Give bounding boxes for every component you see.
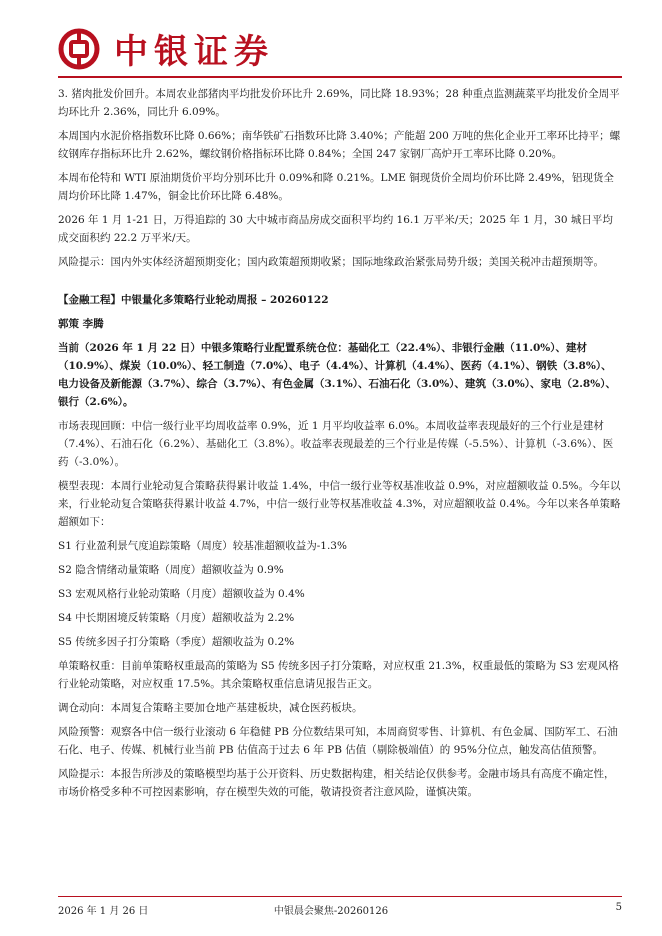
paragraph-pork: 3. 猪肉批发价回升。本周农业部猪肉平均批发价环比升 2.69%，同比降 18.93%；28 种重点监测蔬菜平均批发价全周平均环比升 2.36%，同比升 6.09%。 — [58, 88, 620, 118]
risk-disclaimer: 风险提示：本报告所涉及的策略模型均基于公开资料、历史数据构建，相关结论仅供参考。金融市场具有高度不确定性，市场价格受多种不可控因素影响，存在模型失效的可能，敬请投资者注意风险，谨慎决策。 — [58, 768, 615, 798]
market-review: 市场表现回顾：中信一级行业平均周收益率 0.9%，近 1 月平均收益率 6.0%。本周收益率表现最好的三个行业是建材（7.4%）、石油石化（6.2%）、基础化工（3.8%）。收益率表现最差的三个行业是传媒（-5.5%）、计算机（-3.6%）、医药（-3.0%）。 — [58, 420, 614, 468]
page-number: 5 — [615, 902, 622, 913]
footer-divider — [58, 896, 622, 897]
position-summary: 当前（2026 年 1 月 22 日）中银多策略行业配置系统仓位：基础化工（22.4%）、非银行金融（11.0%）、建材（10.9%）、煤炭（10.0%）、轻工制造（7.0%）、电子（4.4%）、计算机（4.4%）、医药（4.1%）、钢铁（3.8%）、电力设备及新能源（3.7%）、综合（3.7%）、有色金属（3.1%）、石油石化（3.0%）、建筑（3.0%）、家电（2.8%）、银行（2.6%）。 — [58, 342, 616, 408]
strategy-item: S2 隐含情绪动量策略（周度）超额收益为 0.9% — [58, 564, 284, 576]
section-title: 【金融工程】中银量化多策略行业轮动周报 – 20260122 — [58, 294, 329, 306]
strategy-item: S4 中长期困境反转策略（月度）超额收益为 2.2% — [58, 612, 295, 624]
paragraph-oil-metals: 本周布伦特和 WTI 原油期货价平均分别环比升 0.09%和降 0.21%。LME 铜现货价全周均价环比降 2.49%，铝现货全周均价环比降 1.47%，铜金比价环比降 6.48%。 — [58, 172, 614, 202]
strategy-item: S1 行业盈利景气度追踪策略（周度）较基准超额收益为-1.3% — [58, 540, 347, 552]
brand-logo-text: 中银证券 — [114, 32, 274, 72]
model-performance: 模型表现：本周行业轮动复合策略获得累计收益 1.4%，中信一级行业等权基准收益 0.9%，对应超额收益 0.5%。今年以来，行业轮动复合策略获得累计收益 4.7%，中信一级行业等权基准收益 4.3%，对应超额收益 0.4%。今年以来各单策略超额如下： — [58, 480, 621, 528]
footer-date: 2026 年 1 月 26 日 — [58, 906, 149, 917]
strategy-weights: 单策略权重：目前单策略权重最高的策略为 S5 传统多因子打分策略，对应权重 21.3%，权重最低的策略为 S3 宏观风格行业轮动策略，对应权重 17.5%。其余策略权重信息请见报告正文。 — [58, 660, 619, 690]
rebalance-note: 调仓动向：本周复合策略主要加仓地产基建板块，减仓医药板块。 — [58, 702, 363, 714]
paragraph-risk-macro: 风险提示：国内外实体经济超预期变化；国内政策超预期收紧；国际地缘政治紧张局势升级；美国关税冲击超预期等。 — [58, 256, 604, 268]
bank-of-china-logo-icon — [58, 28, 100, 70]
valuation-warning: 风险预警：观察各中信一级行业滚动 6 年稳健 PB 分位数结果可知，本周商贸零售、计算机、有色金属、国防军工、石油石化、电子、传媒、机械行业当前 PB 估值高于过去 6 年 PB 估值（剔除极端值）的 95%分位点，触发高估值预警。 — [58, 726, 618, 756]
paragraph-steel: 本周国内水泥价格指数环比降 0.66%；南华铁矿石指数环比降 3.40%；产能超 200 万吨的焦化企业开工率环比持平；螺纹钢库存指标环比升 2.62%，螺纹钢价格指标环比降 0.84%；全国 247 家钢厂高炉开工率环比降 0.20%。 — [58, 130, 621, 160]
paragraph-property: 2026 年 1 月 1-21 日，万得追踪的 30 大中城市商品房成交面积平均约 16.1 万平米/天；2025 年 1 月，30 城日平均成交面积约 22.2 万平米/天。 — [58, 214, 613, 244]
footer-title: 中银晨会聚焦-20260126 — [273, 906, 389, 917]
page-header — [58, 22, 618, 78]
strategy-item: S5 传统多因子打分策略（季度）超额收益为 0.2% — [58, 636, 295, 648]
header-divider — [58, 76, 622, 78]
report-body — [58, 85, 622, 807]
section-authors: 郭策 李腾 — [58, 318, 104, 330]
strategy-item: S3 宏观风格行业轮动策略（月度）超额收益为 0.4% — [58, 588, 305, 600]
